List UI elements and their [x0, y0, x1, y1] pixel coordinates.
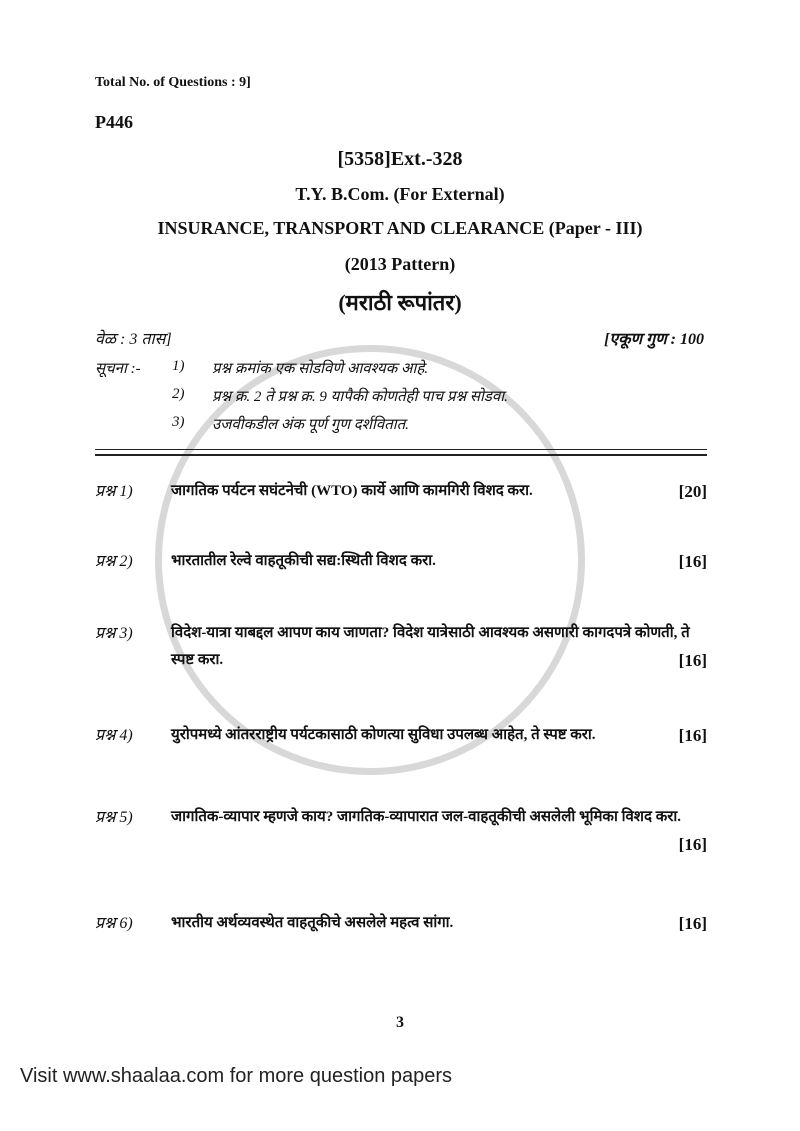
question-marks: [16] [678, 552, 707, 571]
question-item [95, 804, 707, 858]
question-text: भारतीय अर्थव्यवस्थेत वाहतूकीचे असलेले महत्व सांगा. [171, 915, 454, 931]
question-text: भारतातील रेल्वे वाहतूकीची सद्य:स्थिती विशद करा. [171, 553, 436, 569]
page-number: 3 [396, 1014, 404, 1031]
question-number: प्रश्न 2) [95, 553, 133, 570]
instructions-label: सूचना :- [95, 361, 141, 377]
instruction-number: 3) [172, 414, 185, 430]
divider [95, 449, 707, 450]
question-marks: [16] [678, 914, 707, 933]
exam-code: [5358]Ext.-328 [337, 148, 463, 170]
question-text: विदेश-यात्रा याबद्दल आपण काय जाणता? विदेश यात्रेसाठी आवश्यक असणारी कागदपत्रे कोणती, ते स्पष्ट करा. [171, 625, 690, 668]
question-number: प्रश्न 5) [95, 809, 133, 826]
question-item [95, 910, 707, 937]
question-item [95, 478, 707, 505]
question-marks: [16] [678, 835, 707, 854]
instruction-text: उजवीकडील अंक पूर्ण गुण दर्शवितात. [212, 417, 409, 433]
question-number: प्रश्न 6) [95, 915, 133, 932]
instruction-text: प्रश्न क्र. 2 ते प्रश्न क्र. 9 यापैकी कोणतेही पाच प्रश्न सोडवा. [212, 389, 508, 405]
divider [95, 454, 707, 456]
question-text: जागतिक पर्यटन सघंटनेची (WTO) कार्ये आणि कामगिरी विशद करा. [171, 483, 533, 499]
instruction-number: 1) [172, 358, 185, 374]
paper-code: P446 [95, 112, 133, 132]
question-marks: [20] [678, 482, 707, 501]
question-number: प्रश्न 3) [95, 625, 133, 642]
question-text: जागतिक-व्यापार म्हणजे काय? जागतिक-व्यापारात जल-वाहतूकीची असलेली भूमिका विशद करा. [171, 809, 682, 825]
total-marks: [एकूण गुण : 100 [604, 331, 704, 348]
question-number: प्रश्न 1) [95, 483, 133, 500]
question-marks: [16] [678, 651, 707, 670]
instruction-number: 2) [172, 386, 185, 402]
question-number: प्रश्न 4) [95, 727, 133, 744]
subject-title: INSURANCE, TRANSPORT AND CLEARANCE (Paper - III) [157, 218, 643, 238]
question-marks: [16] [678, 726, 707, 745]
instruction-text: प्रश्न क्रमांक एक सोडविणे आवश्यक आहे. [212, 361, 429, 377]
time-label: वेळ : 3 तास] [95, 331, 172, 348]
question-text: युरोपमध्ये आंतरराष्ट्रीय पर्यटकासाठी कोणत्या सुविधा उपलब्ध आहेत, ते स्पष्ट करा. [171, 727, 596, 743]
question-item [95, 722, 707, 749]
course-title: T.Y. B.Com. (For External) [295, 184, 505, 204]
footer-link[interactable]: Visit www.shaalaa.com for more question papers [20, 1065, 453, 1087]
question-item [95, 548, 707, 575]
pattern: (2013 Pattern) [344, 254, 456, 274]
language-label: (मराठी रूपांतर) [338, 290, 462, 315]
question-item [95, 620, 707, 674]
total-questions: Total No. of Questions : 9] [95, 75, 251, 90]
